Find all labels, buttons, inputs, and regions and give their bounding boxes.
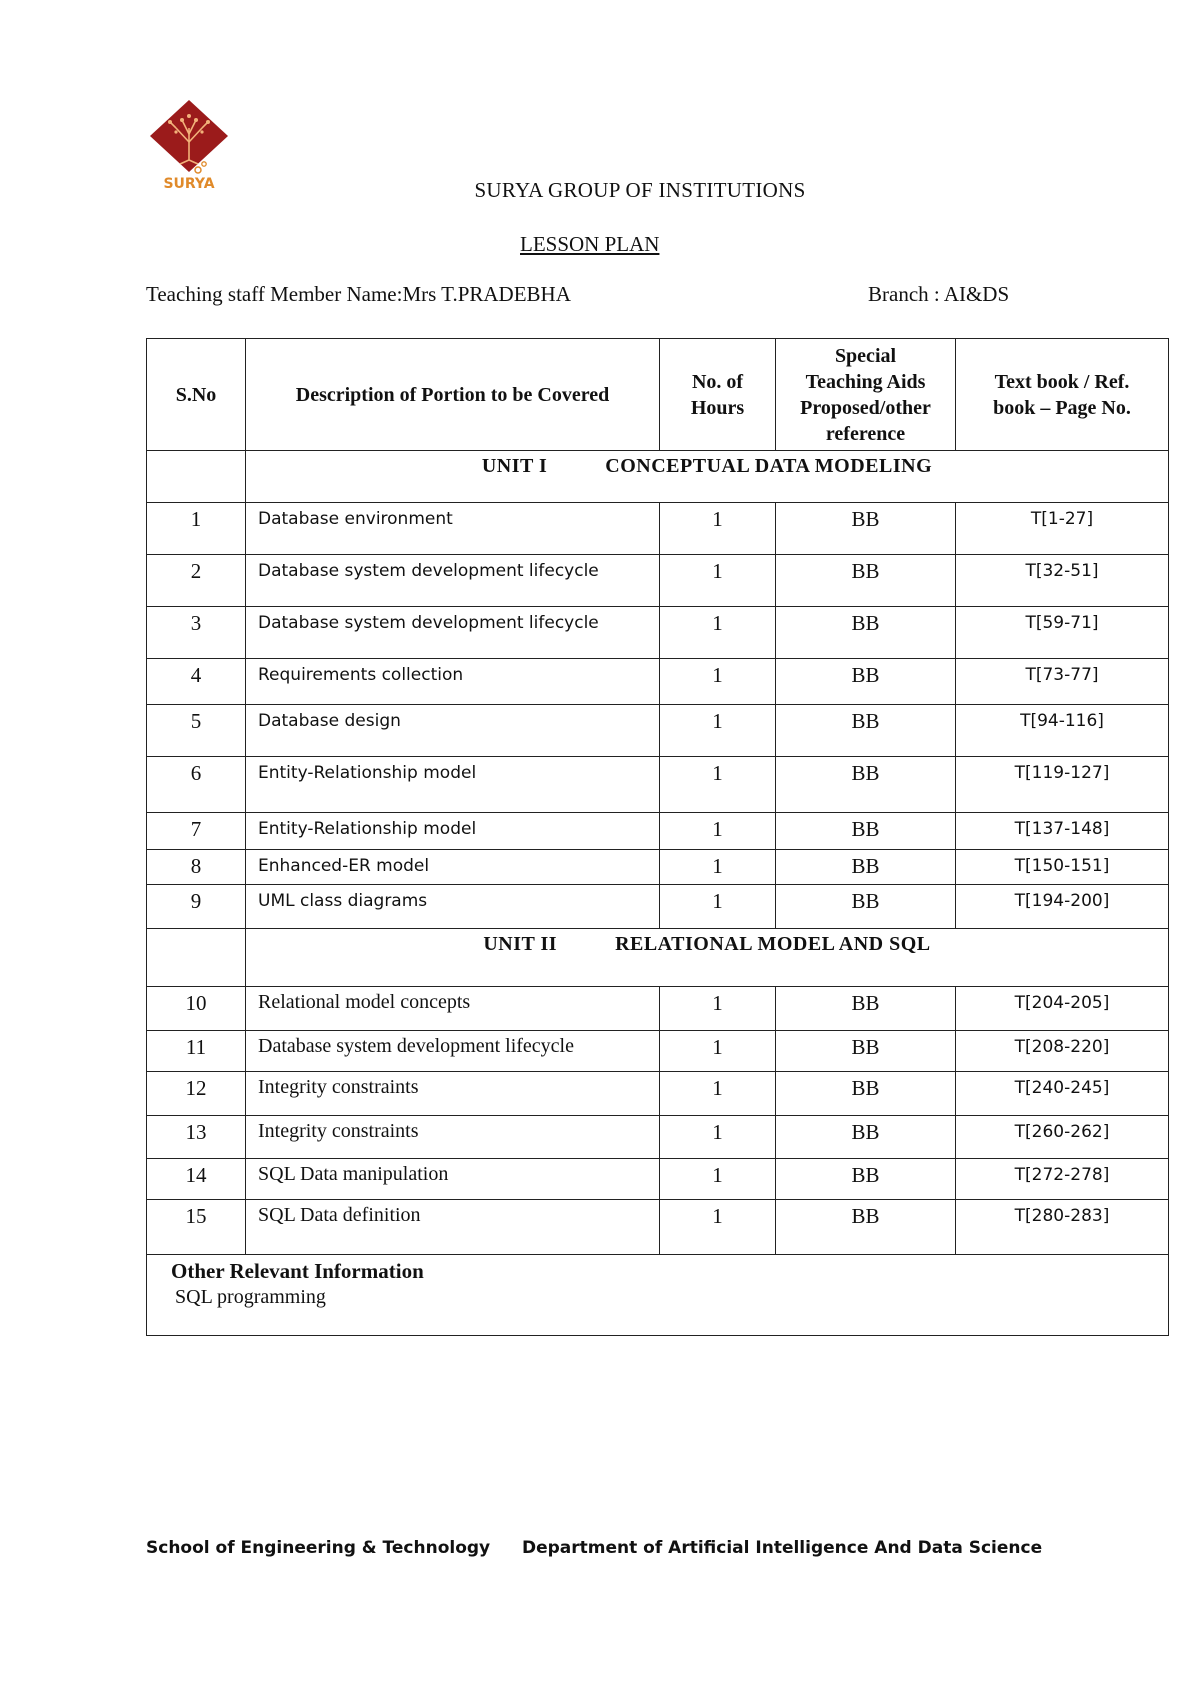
row-sno: 1	[147, 503, 246, 555]
row-sno: 15	[147, 1200, 246, 1255]
row-hours: 1	[660, 1116, 776, 1159]
row-teaching-aid: BB	[776, 1200, 956, 1255]
table-row	[147, 659, 1169, 705]
col-header-textbook-ref: Text book / Ref. book – Page No.	[956, 339, 1169, 451]
col-header-hours: No. of Hours	[660, 339, 776, 451]
table-row	[147, 885, 1169, 929]
unit-header-row	[147, 451, 1169, 503]
row-description: Enhanced-ER model	[246, 850, 660, 885]
table-row	[147, 503, 1169, 555]
row-teaching-aid: BB	[776, 555, 956, 607]
row-teaching-aid: BB	[776, 607, 956, 659]
row-sno: 8	[147, 850, 246, 885]
col-header-teaching-aids: Special Teaching Aids Proposed/other reference	[776, 339, 956, 451]
row-hours: 1	[660, 850, 776, 885]
other-info-title: Other Relevant Information	[171, 1259, 424, 1283]
row-description: UML class diagrams	[246, 885, 660, 929]
row-sno: 11	[147, 1031, 246, 1072]
row-teaching-aid: BB	[776, 813, 956, 850]
row-hours: 1	[660, 555, 776, 607]
row-reference: T[260-262]	[956, 1116, 1169, 1159]
row-hours: 1	[660, 987, 776, 1031]
unit-1-heading: UNIT I CONCEPTUAL DATA MODELING	[246, 451, 1169, 503]
row-reference: T[208-220]	[956, 1031, 1169, 1072]
col-header-sno: S.No	[147, 339, 246, 451]
other-info-row	[147, 1255, 1169, 1336]
branch: Branch : AI&DS	[868, 282, 1010, 306]
table-header-row	[147, 339, 1169, 451]
row-sno: 6	[147, 757, 246, 813]
row-description: Database system development lifecycle	[246, 555, 660, 607]
row-description: Database system development lifecycle	[246, 607, 660, 659]
row-description: Entity-Relationship model	[246, 813, 660, 850]
logo-text: SURYA	[163, 176, 215, 192]
table-row	[147, 1072, 1169, 1116]
table-row	[147, 987, 1169, 1031]
footer-school: School of Engineering & Technology	[146, 1538, 491, 1558]
row-description: Database design	[246, 705, 660, 757]
row-teaching-aid: BB	[776, 885, 956, 929]
row-reference: T[73-77]	[956, 659, 1169, 705]
row-description: Entity-Relationship model	[246, 757, 660, 813]
row-description: Relational model concepts	[246, 987, 660, 1031]
other-info-text: SQL programming	[175, 1286, 326, 1308]
row-hours: 1	[660, 607, 776, 659]
row-teaching-aid: BB	[776, 503, 956, 555]
row-teaching-aid: BB	[776, 987, 956, 1031]
row-sno: 13	[147, 1116, 246, 1159]
row-hours: 1	[660, 813, 776, 850]
row-reference: T[272-278]	[956, 1159, 1169, 1200]
row-description: SQL Data manipulation	[246, 1159, 660, 1200]
row-hours: 1	[660, 1159, 776, 1200]
unit-2-heading: UNIT II RELATIONAL MODEL AND SQL	[246, 929, 1169, 987]
row-description: Database system development lifecycle	[246, 1031, 660, 1072]
row-sno: 2	[147, 555, 246, 607]
row-description: Database environment	[246, 503, 660, 555]
table-row	[147, 1116, 1169, 1159]
row-hours: 1	[660, 705, 776, 757]
row-teaching-aid: BB	[776, 659, 956, 705]
row-reference: T[194-200]	[956, 885, 1169, 929]
table-row	[147, 705, 1169, 757]
row-reference: T[280-283]	[956, 1200, 1169, 1255]
table-row	[147, 607, 1169, 659]
row-hours: 1	[660, 885, 776, 929]
footer-department: Department of Artificial Intelligence And Data Science	[522, 1538, 1043, 1558]
row-teaching-aid: BB	[776, 850, 956, 885]
row-reference: T[150-151]	[956, 850, 1169, 885]
document-title: LESSON PLAN	[520, 232, 660, 256]
row-hours: 1	[660, 1072, 776, 1116]
table-row	[147, 1031, 1169, 1072]
row-reference: T[94-116]	[956, 705, 1169, 757]
row-reference: T[59-71]	[956, 607, 1169, 659]
row-hours: 1	[660, 503, 776, 555]
row-description: Integrity constraints	[246, 1072, 660, 1116]
row-sno: 14	[147, 1159, 246, 1200]
row-description: SQL Data definition	[246, 1200, 660, 1255]
org-title: SURYA GROUP OF INSTITUTIONS	[474, 178, 806, 202]
lesson-plan-table	[146, 338, 1169, 1336]
row-sno: 4	[147, 659, 246, 705]
row-sno: 12	[147, 1072, 246, 1116]
table-row	[147, 813, 1169, 850]
staff-name: Teaching staff Member Name:Mrs T.PRADEBHA	[146, 282, 571, 306]
row-hours: 1	[660, 757, 776, 813]
table-row	[147, 555, 1169, 607]
row-teaching-aid: BB	[776, 1116, 956, 1159]
row-teaching-aid: BB	[776, 1159, 956, 1200]
row-reference: T[137-148]	[956, 813, 1169, 850]
row-teaching-aid: BB	[776, 757, 956, 813]
table-row	[147, 757, 1169, 813]
row-sno: 3	[147, 607, 246, 659]
row-hours: 1	[660, 659, 776, 705]
col-header-description: Description of Portion to be Covered	[246, 339, 660, 451]
row-sno: 10	[147, 987, 246, 1031]
row-description: Integrity constraints	[246, 1116, 660, 1159]
row-hours: 1	[660, 1200, 776, 1255]
row-reference: T[1-27]	[956, 503, 1169, 555]
row-sno: 7	[147, 813, 246, 850]
row-teaching-aid: BB	[776, 1031, 956, 1072]
row-reference: T[119-127]	[956, 757, 1169, 813]
unit-header-row	[147, 929, 1169, 987]
row-description: Requirements collection	[246, 659, 660, 705]
table-row	[147, 1200, 1169, 1255]
row-reference: T[204-205]	[956, 987, 1169, 1031]
row-sno: 9	[147, 885, 246, 929]
row-reference: T[32-51]	[956, 555, 1169, 607]
table-row	[147, 1159, 1169, 1200]
table-row	[147, 850, 1169, 885]
row-teaching-aid: BB	[776, 705, 956, 757]
row-hours: 1	[660, 1031, 776, 1072]
row-teaching-aid: BB	[776, 1072, 956, 1116]
row-reference: T[240-245]	[956, 1072, 1169, 1116]
row-sno: 5	[147, 705, 246, 757]
